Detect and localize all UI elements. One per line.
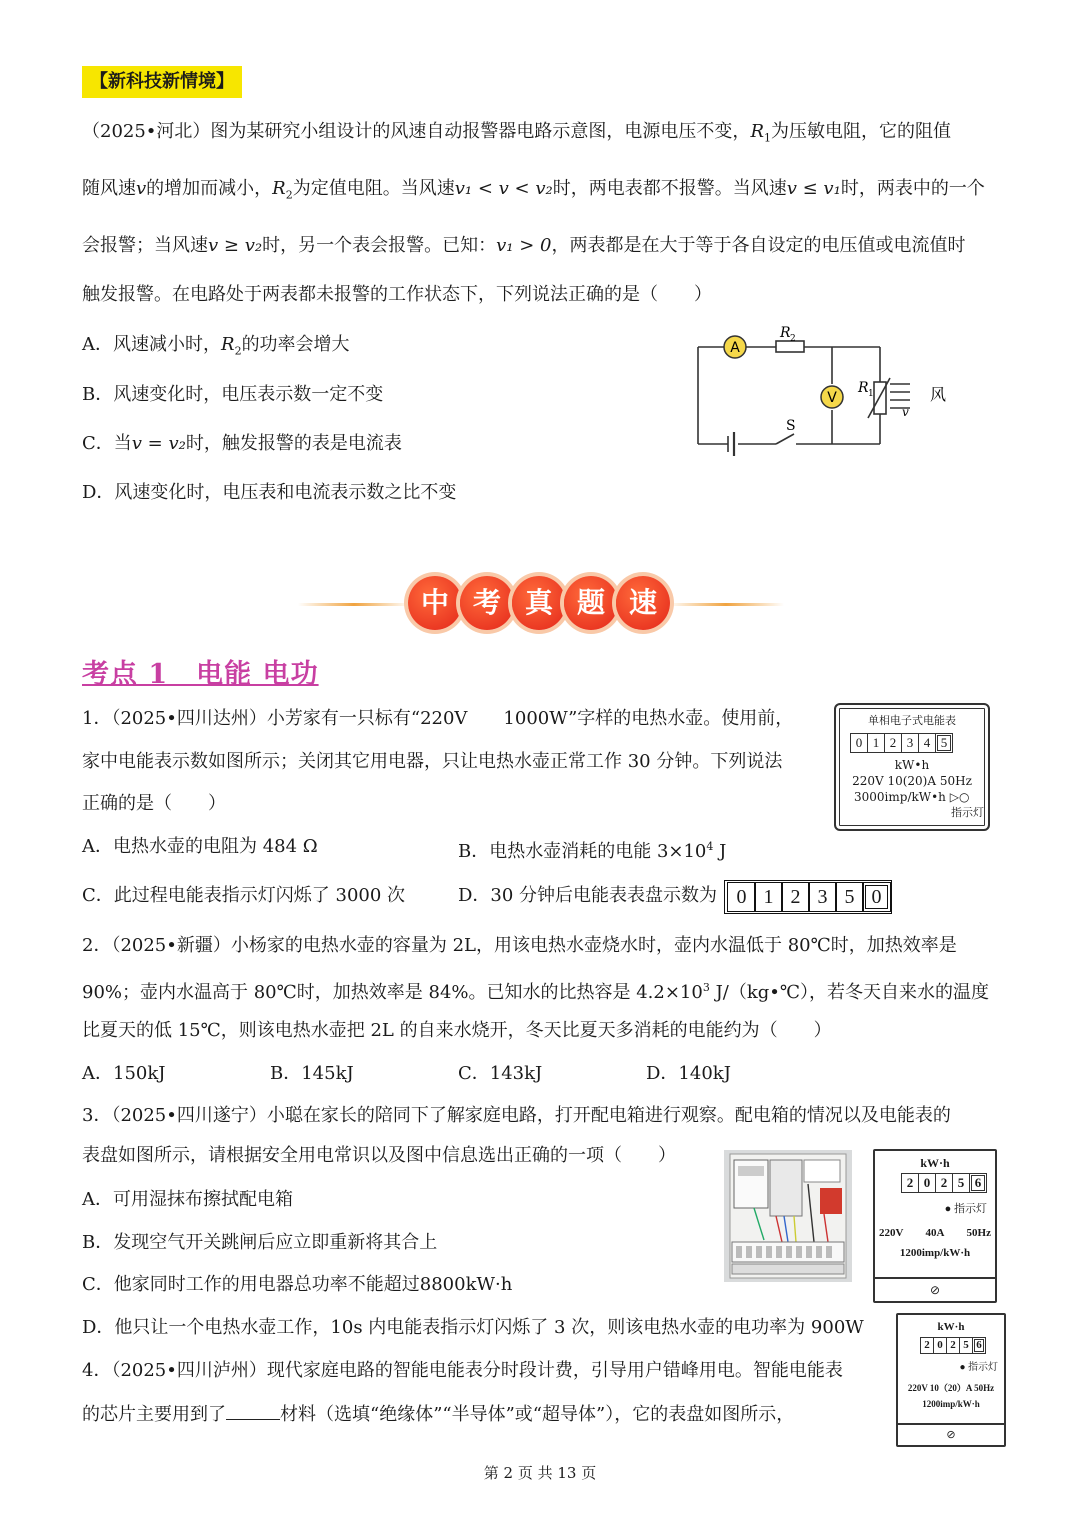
meter-digit: 2 <box>920 1337 934 1354</box>
meter-spec: 220V 10(20)A 50Hz <box>852 774 972 788</box>
meter-digits <box>920 1335 1004 1354</box>
q2-line-3: 比夏天的低 15℃，则该电热水壶把 2L 的自来水烧开，冬天比夏天多消耗的电能约为（ ） <box>82 1020 832 1041</box>
meter-digit: 0 <box>850 733 868 753</box>
meter-imp: 1200imp/kW·h <box>922 1399 980 1409</box>
r2-label: R <box>780 325 791 341</box>
meter-unit: kW·h <box>920 1156 950 1170</box>
answer-blank[interactable] <box>226 1401 280 1420</box>
meter-digit: 4 <box>918 733 936 753</box>
intro-line-2: 随风速v的增加而减小，$R_2$为定值电阻。当风速v₁ < v < v₂时，两电表都不报警。当风速v ≤ v₁时，两表中的一个 <box>82 178 985 202</box>
q2-line-2: 90%；壶内水温高于 80℃时，加热效率是 84%。已知水的比热容是 $4.2\times 10^3$ J/（kg•℃），若冬天自来水的温度 <box>82 981 990 1003</box>
banner-line-left <box>298 603 410 606</box>
banner-char-5: 速 <box>616 576 670 630</box>
q1-line-1: 1．（2025•四川达州）小芳家有一只标有“220V 1000W”字样的电热水壶。使用前， <box>82 708 794 729</box>
banner-char-2: 考 <box>460 576 514 630</box>
voltmeter-label: V <box>827 390 837 406</box>
q4-line-1: 4．（2025•四川泸州）现代家庭电路的智能电能表分时段计费，引导用户错峰用电。智能电能表 <box>82 1360 843 1381</box>
q3-option-b: B．发现空气开关跳闸后应立即重新将其合上 <box>82 1232 438 1253</box>
q1-energy-meter <box>834 703 990 831</box>
meter-digit: 2 <box>901 1173 919 1193</box>
r1-label: R <box>858 380 869 396</box>
banner-line-right <box>668 603 784 606</box>
q2-option-d: D．140kJ <box>646 1063 731 1084</box>
q1-option-b: B．电热水壶消耗的电能 $3\times 10^4$ J <box>458 840 727 862</box>
meter-title: 单相电子式电能表 <box>868 714 956 727</box>
section-tag: 【新科技新情境】 <box>82 66 242 98</box>
banner-char-4: 题 <box>564 576 618 630</box>
meter-imp: 3000imp/kW•h ▷○ <box>854 790 970 804</box>
meter-digit: 2 <box>935 1173 953 1193</box>
intro-line-1: （2025•河北）图为某研究小组设计的风速自动报警器电路示意图，电源电压不变，$R_1$为压敏电阻，它的阻值 <box>82 121 951 145</box>
r1-sub: 1 <box>868 389 874 399</box>
q3-option-d: D．他只让一个电热水壶工作，10s 内电能表指示灯闪烁了 3 次，则该电热水壶的电功率为 900W <box>82 1317 864 1338</box>
q3-line-1: 3．（2025•四川遂宁）小聪在家长的陪同下了解家庭电路，打开配电箱进行观察。配电箱的情况以及电能表的 <box>82 1105 951 1126</box>
meter-spec: 220V 40A 50Hz <box>879 1227 991 1239</box>
q1-option-a: A．电热水壶的电阻为 484 Ω <box>82 836 318 857</box>
q4-line-2: 的芯片主要用到了 材料（选填“绝缘体”“半导体”或“超导体”），它的表盘如图所示， <box>82 1401 794 1427</box>
q3-energy-meter <box>873 1149 997 1303</box>
intro-option-b: B．风速变化时，电压表示数一定不变 <box>82 384 384 405</box>
q1-option-d: D．30 分钟后电能表表盘示数为 <box>458 885 718 906</box>
display-digit: 1 <box>754 882 783 912</box>
q1-line-3: 正确的是（ ） <box>82 793 226 814</box>
meter-imp: 1200imp/kW·h <box>899 1247 971 1259</box>
meter-digit: 1 <box>867 733 885 753</box>
display-digit: 5 <box>835 882 864 912</box>
page-footer: 第 2 页 共 13 页 <box>483 1464 597 1482</box>
meter-digit: 0 <box>918 1173 936 1193</box>
q1-line-2: 家中电能表示数如图所示；关闭其它用电器，只让电热水壶正常工作 30 分钟。下列说法 <box>82 751 783 772</box>
display-digit: 0 <box>862 882 891 912</box>
meter-digits <box>901 1173 995 1193</box>
meter-digit: 2 <box>884 733 902 753</box>
q2-line-1: 2．（2025•新疆）小杨家的电热水壶的容量为 2L，用该电热水壶烧水时，壶内水温低于 80℃时，加热效率是 <box>82 935 957 956</box>
ammeter-label: A <box>730 340 740 356</box>
meter-base: ⊘ <box>875 1277 995 1301</box>
switch-label: S <box>786 418 796 434</box>
meter-unit: kW•h <box>894 758 930 772</box>
q3-line-2: 表盘如图所示，请根据安全用电常识以及图中信息选出正确的一项（ ） <box>82 1145 676 1166</box>
display-digit: 2 <box>781 882 810 912</box>
intro-line-3: 会报警；当风速v ≥ v₂时，另一个表会报警。已知：v₁ > 0，两表都是在大于等于各自设定的电压值或电流值时 <box>82 235 966 256</box>
q4-energy-meter <box>896 1313 1006 1447</box>
meter-lamp-label: ● 指示灯 <box>944 1203 987 1215</box>
intro-line-4: 触发报警。在电路处于两表都未报警的工作状态下，下列说法正确的是（ ） <box>82 284 712 305</box>
meter-digit: 5 <box>952 1173 970 1193</box>
section-heading: 考点 1 电能 电功 <box>82 659 319 690</box>
intro-option-c: C．当v = v₂时，触发报警的表是电流表 <box>82 433 402 454</box>
banner-char-3: 真 <box>512 576 566 630</box>
meter-digit: 3 <box>901 733 919 753</box>
meter-digit: 5 <box>935 733 953 753</box>
r2-sub: 2 <box>790 334 796 344</box>
meter-digit: 6 <box>972 1337 986 1354</box>
q2-option-b: B．145kJ <box>270 1063 354 1084</box>
display-digit: 3 <box>808 882 837 912</box>
q3-option-a: A．可用湿抹布擦拭配电箱 <box>82 1189 293 1210</box>
meter-digit: 6 <box>969 1173 987 1193</box>
meter-unit: kW·h <box>937 1321 965 1333</box>
meter-lamp-label: ● 指示灯 <box>959 1362 998 1373</box>
wind-speed-label: v <box>902 405 909 419</box>
q1-option-c: C．此过程电能表指示灯闪烁了 3000 次 <box>82 885 406 906</box>
intro-option-a: A．风速减小时，$R_2$的功率会增大 <box>82 334 350 358</box>
meter-digit: 5 <box>959 1337 973 1354</box>
meter-lamp-label: 指示灯 <box>951 806 984 819</box>
meter-spec: 220V 10（20）A 50Hz <box>907 1383 995 1393</box>
meter-digit: 2 <box>946 1337 960 1354</box>
meter-digit: 0 <box>933 1337 947 1354</box>
wind-label: 风 <box>930 385 947 404</box>
q3-option-c: C．他家同时工作的用电器总功率不能超过8800kW·h <box>82 1274 513 1295</box>
banner-char-1: 中 <box>408 576 462 630</box>
display-digit: 0 <box>727 882 756 912</box>
distribution-box-photo <box>724 1150 852 1282</box>
circuit-diagram <box>690 320 960 460</box>
q2-option-c: C．143kJ <box>458 1063 543 1084</box>
meter-base: ⊘ <box>898 1423 1004 1445</box>
intro-option-d: D．风速变化时，电压表和电流表示数之比不变 <box>82 482 457 503</box>
q1-option-d-display <box>724 880 892 914</box>
q2-option-a: A．150kJ <box>82 1063 166 1084</box>
meter-digits <box>850 733 988 753</box>
